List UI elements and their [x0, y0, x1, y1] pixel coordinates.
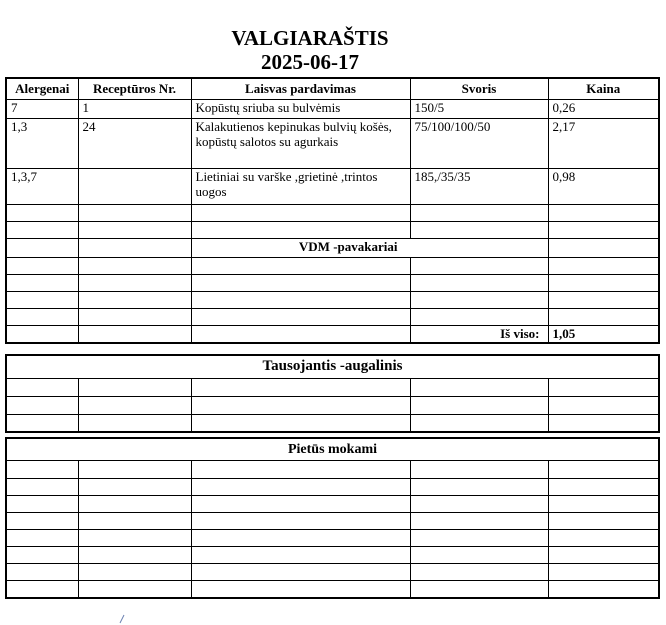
empty-row	[6, 257, 659, 274]
section-title: Pietūs mokami	[6, 438, 659, 461]
menu-title: VALGIARAŠTIS	[231, 26, 389, 50]
table-row	[6, 99, 659, 118]
col-header-allergens: Alergenai	[6, 78, 78, 99]
table-row	[6, 118, 659, 168]
cell-weight: 185,/35/35	[410, 168, 548, 204]
menu-date: 2025-06-17	[261, 50, 359, 74]
pen-mark	[118, 614, 126, 624]
empty-row	[6, 564, 659, 581]
cell-recipe-no: 1	[78, 99, 191, 118]
table-row	[6, 168, 659, 204]
total-row	[6, 325, 659, 343]
menu-table	[5, 77, 660, 344]
cell-price: 0,98	[548, 168, 659, 204]
cell-price: 0,26	[548, 99, 659, 118]
empty-row	[6, 547, 659, 564]
section-table-paid-lunch	[5, 437, 660, 599]
cell-recipe-no: 24	[78, 118, 191, 168]
empty-row	[6, 496, 659, 513]
total-value: 1,05	[548, 325, 659, 343]
table-row	[6, 238, 659, 257]
empty-row	[6, 378, 659, 396]
cell-weight: 75/100/100/50	[410, 118, 548, 168]
empty-row	[6, 513, 659, 530]
col-header-free-sale: Laisvas pardavimas	[191, 78, 410, 99]
section-title: Tausojantis -augalinis	[6, 355, 659, 378]
total-label: Iš viso:	[410, 325, 548, 343]
cell-allergens: 1,3,7	[6, 168, 78, 204]
empty-row	[6, 530, 659, 547]
col-header-recipe-no: Receptūros Nr.	[78, 78, 191, 99]
empty-row	[6, 221, 659, 238]
section-table-vegetarian	[5, 354, 660, 433]
empty-row	[6, 479, 659, 496]
empty-row	[6, 414, 659, 432]
empty-row	[6, 291, 659, 308]
cell-allergens: 7	[6, 99, 78, 118]
empty-row	[6, 204, 659, 221]
empty-row	[6, 396, 659, 414]
cell-weight: 150/5	[410, 99, 548, 118]
cell-dish: Lietiniai su varške ,grietinė ,trintos uogos	[191, 168, 410, 204]
col-header-weight: Svoris	[410, 78, 548, 99]
cell-allergens: 1,3	[6, 118, 78, 168]
cell-dish: Kalakutienos kepinukas bulvių košės, kopūstų salotos su agurkais	[191, 118, 410, 168]
cell-price: 2,17	[548, 118, 659, 168]
col-header-price: Kaina	[548, 78, 659, 99]
empty-row	[6, 274, 659, 291]
empty-row	[6, 461, 659, 479]
empty-row	[6, 581, 659, 598]
cell-recipe-no	[78, 168, 191, 204]
subheading-vdm: VDM -pavakariai	[298, 238, 398, 254]
table-header-row	[6, 78, 659, 99]
cell-dish: Kopūstų sriuba su bulvėmis	[191, 99, 410, 118]
empty-row	[6, 308, 659, 325]
